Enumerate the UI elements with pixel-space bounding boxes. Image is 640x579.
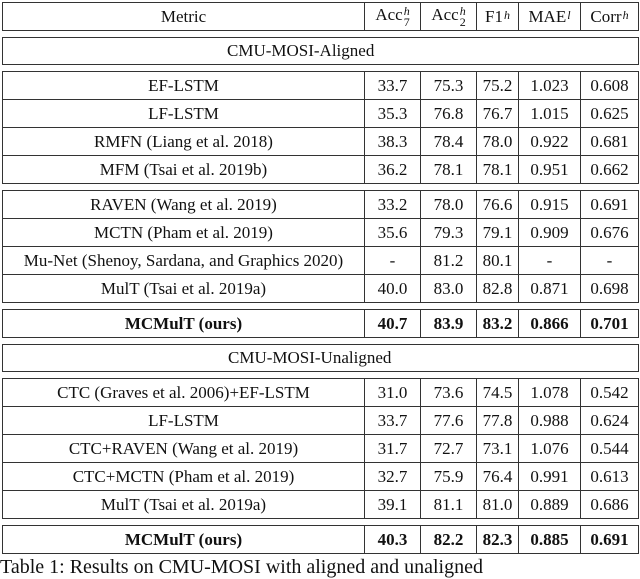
header-mae bbox=[519, 3, 581, 31]
section-title: CMU-MOSI-Aligned bbox=[3, 38, 639, 65]
header-sup: h bbox=[622, 7, 629, 22]
header-acc2 bbox=[421, 3, 477, 31]
metric-value: 35.3 bbox=[365, 100, 421, 128]
metric-value: 0.701 bbox=[581, 310, 639, 338]
metric-value: 82.3 bbox=[477, 526, 519, 554]
method-name: EF-LSTM bbox=[3, 72, 365, 100]
method-name: Mu-Net (Shenoy, Sardana, and Graphics 2020) bbox=[3, 247, 365, 275]
metric-value: 33.7 bbox=[365, 72, 421, 100]
metric-value: 81.1 bbox=[421, 491, 477, 519]
table-row bbox=[3, 275, 639, 303]
method-name: MFM (Tsai et al. 2019b) bbox=[3, 156, 365, 184]
metric-value: 0.951 bbox=[519, 156, 581, 184]
metric-value: 0.681 bbox=[581, 128, 639, 156]
method-name: MCTN (Pham et al. 2019) bbox=[3, 219, 365, 247]
metric-value: 0.871 bbox=[519, 275, 581, 303]
metric-value: 78.4 bbox=[421, 128, 477, 156]
metric-value: 38.3 bbox=[365, 128, 421, 156]
metric-value: 81.0 bbox=[477, 491, 519, 519]
header-sub: 7 bbox=[403, 14, 410, 29]
table-row bbox=[3, 463, 639, 491]
metric-value: 82.2 bbox=[421, 526, 477, 554]
metric-value: 39.1 bbox=[365, 491, 421, 519]
table-row bbox=[3, 128, 639, 156]
metric-value: 75.2 bbox=[477, 72, 519, 100]
method-name: CTC (Graves et al. 2006)+EF-LSTM bbox=[3, 379, 365, 407]
table-row bbox=[3, 219, 639, 247]
metric-value: 0.686 bbox=[581, 491, 639, 519]
metric-value: 0.676 bbox=[581, 219, 639, 247]
table-caption: Table 1: Results on CMU-MOSI with aligned and unaligned bbox=[0, 556, 483, 578]
header-sub: 2 bbox=[459, 14, 466, 29]
metric-value: 0.613 bbox=[581, 463, 639, 491]
metric-value: - bbox=[519, 247, 581, 275]
metric-value: 75.9 bbox=[421, 463, 477, 491]
results-group bbox=[2, 190, 639, 303]
metric-value: - bbox=[365, 247, 421, 275]
metric-value: 31.0 bbox=[365, 379, 421, 407]
metric-value: 0.662 bbox=[581, 156, 639, 184]
results-group bbox=[2, 378, 639, 519]
table-row bbox=[3, 247, 639, 275]
metric-value: 0.885 bbox=[519, 526, 581, 554]
method-name: RMFN (Liang et al. 2018) bbox=[3, 128, 365, 156]
method-name: MulT (Tsai et al. 2019a) bbox=[3, 275, 365, 303]
header-acc7 bbox=[365, 3, 421, 31]
method-name: LF-LSTM bbox=[3, 100, 365, 128]
metric-value: 1.015 bbox=[519, 100, 581, 128]
method-name: CTC+RAVEN (Wang et al. 2019) bbox=[3, 435, 365, 463]
metric-value: 78.1 bbox=[477, 156, 519, 184]
header-row bbox=[3, 3, 639, 31]
metric-value: 0.889 bbox=[519, 491, 581, 519]
method-name: RAVEN (Wang et al. 2019) bbox=[3, 191, 365, 219]
metric-value: 0.624 bbox=[581, 407, 639, 435]
method-name: MCMulT (ours) bbox=[3, 526, 365, 554]
metric-value: 77.8 bbox=[477, 407, 519, 435]
header-sup: l bbox=[567, 7, 571, 22]
metric-value: 83.9 bbox=[421, 310, 477, 338]
table-row bbox=[3, 379, 639, 407]
table-row bbox=[3, 491, 639, 519]
method-name: LF-LSTM bbox=[3, 407, 365, 435]
metric-value: 32.7 bbox=[365, 463, 421, 491]
metric-value: 0.922 bbox=[519, 128, 581, 156]
header-metric: Metric bbox=[3, 3, 365, 31]
results-group bbox=[2, 71, 639, 184]
ours-row bbox=[3, 526, 639, 554]
metric-value: 0.698 bbox=[581, 275, 639, 303]
header-label: Acc bbox=[375, 5, 403, 25]
metric-value: 0.915 bbox=[519, 191, 581, 219]
table-row bbox=[3, 435, 639, 463]
header-label: Corr bbox=[590, 6, 622, 26]
metric-value: 0.608 bbox=[581, 72, 639, 100]
ours-row bbox=[3, 310, 639, 338]
header-label: F1 bbox=[485, 6, 503, 26]
metric-value: 0.909 bbox=[519, 219, 581, 247]
metric-value: 35.6 bbox=[365, 219, 421, 247]
metric-value: 79.3 bbox=[421, 219, 477, 247]
metric-value: 1.076 bbox=[519, 435, 581, 463]
table-header bbox=[2, 2, 639, 31]
metric-value: 74.5 bbox=[477, 379, 519, 407]
table-row bbox=[3, 407, 639, 435]
metric-value: 77.6 bbox=[421, 407, 477, 435]
metric-value: 78.0 bbox=[477, 128, 519, 156]
metric-value: 0.625 bbox=[581, 100, 639, 128]
results-table bbox=[2, 2, 638, 554]
table-row bbox=[3, 100, 639, 128]
metric-value: 83.0 bbox=[421, 275, 477, 303]
metric-value: 78.1 bbox=[421, 156, 477, 184]
section-title-box bbox=[2, 344, 639, 372]
metric-value: 79.1 bbox=[477, 219, 519, 247]
metric-value: 76.6 bbox=[477, 191, 519, 219]
metric-value: 40.0 bbox=[365, 275, 421, 303]
metric-value: 0.691 bbox=[581, 526, 639, 554]
metric-value: 0.542 bbox=[581, 379, 639, 407]
section-title-box bbox=[2, 37, 639, 65]
header-label: MAE bbox=[528, 6, 567, 26]
method-name: MulT (Tsai et al. 2019a) bbox=[3, 491, 365, 519]
metric-value: 36.2 bbox=[365, 156, 421, 184]
metric-value: 0.866 bbox=[519, 310, 581, 338]
metric-value: 31.7 bbox=[365, 435, 421, 463]
metric-value: 1.023 bbox=[519, 72, 581, 100]
header-f1 bbox=[477, 3, 519, 31]
ours-row-box bbox=[2, 309, 639, 338]
metric-value: 1.078 bbox=[519, 379, 581, 407]
metric-value: - bbox=[581, 247, 639, 275]
table-row bbox=[3, 156, 639, 184]
metric-value: 40.3 bbox=[365, 526, 421, 554]
method-name: CTC+MCTN (Pham et al. 2019) bbox=[3, 463, 365, 491]
metric-value: 73.6 bbox=[421, 379, 477, 407]
metric-value: 81.2 bbox=[421, 247, 477, 275]
metric-value: 76.7 bbox=[477, 100, 519, 128]
metric-value: 76.8 bbox=[421, 100, 477, 128]
header-corr bbox=[581, 3, 639, 31]
metric-value: 76.4 bbox=[477, 463, 519, 491]
method-name: MCMulT (ours) bbox=[3, 310, 365, 338]
metric-value: 83.2 bbox=[477, 310, 519, 338]
header-label: Acc bbox=[431, 5, 459, 25]
metric-value: 78.0 bbox=[421, 191, 477, 219]
metric-value: 73.1 bbox=[477, 435, 519, 463]
metric-value: 72.7 bbox=[421, 435, 477, 463]
header-sup: h bbox=[403, 3, 410, 18]
ours-row-box bbox=[2, 525, 639, 554]
header-sup: h bbox=[459, 3, 466, 18]
section-title: CMU-MOSI-Unaligned bbox=[3, 345, 639, 372]
metric-value: 40.7 bbox=[365, 310, 421, 338]
metric-value: 75.3 bbox=[421, 72, 477, 100]
metric-value: 0.544 bbox=[581, 435, 639, 463]
table-row bbox=[3, 191, 639, 219]
metric-value: 33.7 bbox=[365, 407, 421, 435]
metric-value: 0.691 bbox=[581, 191, 639, 219]
metric-value: 0.991 bbox=[519, 463, 581, 491]
table-row bbox=[3, 72, 639, 100]
header-sup: h bbox=[503, 7, 510, 22]
metric-value: 0.988 bbox=[519, 407, 581, 435]
metric-value: 82.8 bbox=[477, 275, 519, 303]
metric-value: 80.1 bbox=[477, 247, 519, 275]
metric-value: 33.2 bbox=[365, 191, 421, 219]
